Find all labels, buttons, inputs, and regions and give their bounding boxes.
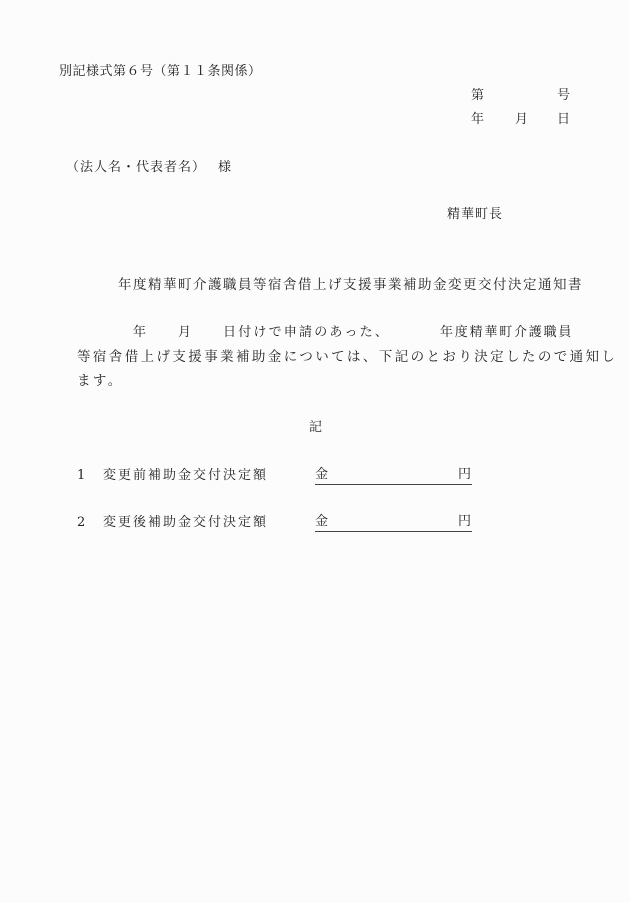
form-label: 別記様式第６号（第１１条関係） <box>59 64 262 79</box>
body-line2: 等宿舎借上げ支援事業補助金については、下記のとおり決定したので通知し <box>77 349 618 365</box>
addressee-name: （法人名・代表者名） <box>66 160 207 175</box>
date-year-label: 年 <box>471 112 485 127</box>
doc-number-prefix: 第 <box>471 88 485 103</box>
amount-field-before <box>315 467 472 485</box>
item-label: 変更後補助金交付決定額 <box>103 515 269 530</box>
date-day-label: 日 <box>557 112 571 127</box>
amount-suffix: 円 <box>457 514 471 529</box>
amount-field-after <box>315 514 472 532</box>
document-title: 年度精華町介護職員等宿舎借上げ支援事業補助金変更交付決定通知書 <box>118 277 583 293</box>
body-line1-tail: 年度精華町介護職員 <box>440 325 574 340</box>
doc-number-suffix: 号 <box>557 88 571 103</box>
date-month-label: 月 <box>515 112 529 127</box>
body-line3: ます。 <box>77 373 124 389</box>
sender-name: 精華町長 <box>447 207 504 222</box>
amount-prefix: 金 <box>315 514 329 529</box>
amount-prefix: 金 <box>315 467 329 482</box>
amount-suffix: 円 <box>457 467 471 482</box>
addressee-honorific: 様 <box>218 160 232 175</box>
body-month-label: 月 <box>178 325 192 340</box>
item-label: 変更前補助金交付決定額 <box>103 468 269 483</box>
body-line1-text: 日付けで申請のあった、 <box>223 325 391 340</box>
body-year-label: 年 <box>133 325 147 340</box>
item-number: 1 <box>77 468 86 483</box>
ki-heading: 記 <box>309 420 323 435</box>
item-number: 2 <box>77 515 86 530</box>
